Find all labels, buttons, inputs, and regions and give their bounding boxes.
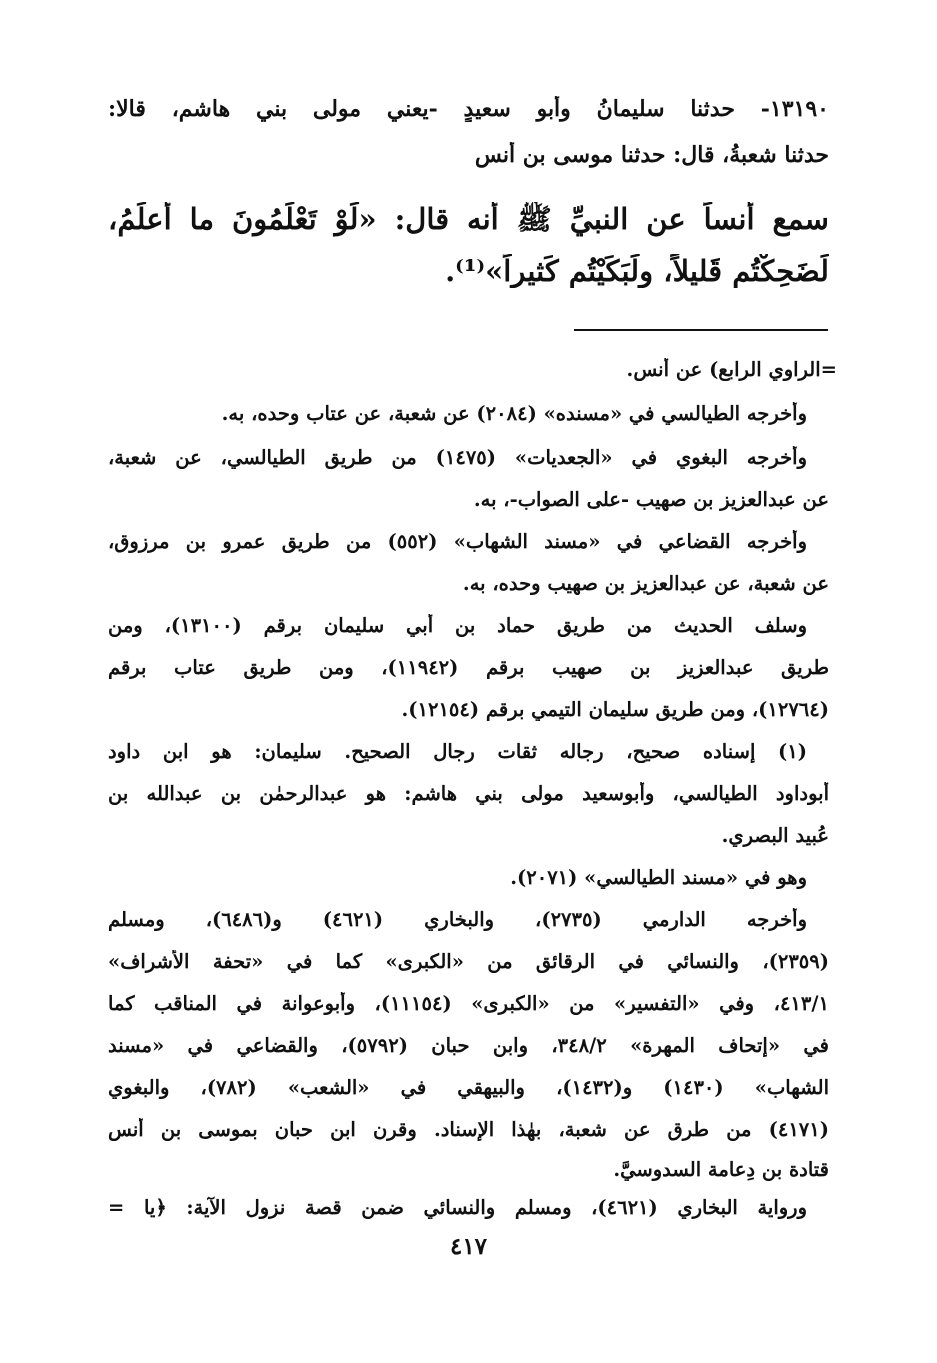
footnote-line: (١) إسناده صحيح، رجاله ثقات رجال الصحيح. سليمان: هو ابن داود <box>108 740 807 763</box>
footnote-line: (٢٣٥٩)، والنسائي في الرقائق من «الكبرى» كما في «تحفة الأشراف» <box>108 950 829 973</box>
footnote-line: ورواية البخاري (٤٦٢١)، ومسلم والنسائي ضمن قصة نزول الآية: ﴿يا = <box>108 1196 807 1219</box>
footnote-line: وهو في «مسند الطيالسي» (٢٠٧١). <box>510 866 807 889</box>
footnote-line: وأخرجه الدارمي (٢٧٣٥)، والبخاري (٤٦٢١) و(٦٤٨٦)، ومسلم <box>108 908 807 931</box>
footnote-line: ٤١٣/١، وفي «التفسير» من «الكبرى» (١١١٥٤)، وأبوعوانة في المناقب كما <box>108 992 829 1015</box>
footnote-line: وأخرجه القضاعي في «مسند الشهاب» (٥٥٢) من طريق عمرو بن مرزوق، <box>108 530 807 553</box>
page-number: ٤١٧ <box>449 1233 488 1260</box>
footnote-line: (٤١٧١) من طرق عن شعبة، بهٰذا الإسناد. وقرن ابن حبان بموسى بن أنس <box>108 1118 829 1141</box>
footnote-line: وأخرجه البغوي في «الجعديات» (١٤٧٥) من طريق الطيالسي، عن شعبة، <box>108 446 807 469</box>
footnote-line: الشهاب» (١٤٣٠) و(١٤٣٢)، والبيهقي في «الشعب» (٧٨٢)، والبغوي <box>108 1076 829 1099</box>
footnote-separator <box>574 329 828 331</box>
footnote-line: في «إتحاف المهرة» ٣٤٨/٢، وابن حبان (٥٧٩٢)، والقضاعي في «مسند <box>108 1034 829 1057</box>
footnote-line: عن شعبة، عن عبدالعزيز بن صهيب وحده، به. <box>462 572 829 595</box>
footnote-line: وأخرجه الطيالسي في «مسنده» (٢٠٨٤) عن شعبة، عن عتاب وحده، به. <box>221 402 807 425</box>
footnote-line: عن عبدالعزيز بن صهيب -على الصواب-، به. <box>473 488 829 511</box>
footnote-line: =الراوي الرابع) عن أنس. <box>626 358 837 381</box>
hadith-header-line-1: ١٣١٩٠- حدثنا سليمانُ وأبو سعيدٍ -يعني مولى بني هاشم، قالا: <box>108 96 829 122</box>
hadith-matn-line-1: سمع أنساً عن النبيِّ ﷺ أنه قال: «لَوْ تَعْلَمُونَ ما أَعلَمُ، <box>108 202 829 236</box>
footnote-line: وسلف الحديث من طريق حماد بن أبي سليمان برقم (١٣١٠٠)، ومن <box>108 614 807 637</box>
footnote-line: قتادة بن دِعامة السدوسيَّ. <box>613 1158 829 1181</box>
hadith-header-line-2: حدثنا شعبةُ، قال: حدثنا موسى بن أنس <box>474 142 829 168</box>
footnote-line: طريق عبدالعزيز بن صهيب برقم (١١٩٤٢)، ومن طريق عتاب برقم <box>108 656 829 679</box>
footnote-line: عُبيد البصري. <box>721 824 829 847</box>
hadith-matn-line-2: لَضَحِكْتُم قَليلاً، ولَبَكَيْتُم كَثيراً»⁽¹⁾. <box>445 254 829 288</box>
footnote-line: (١٢٧٦٤)، ومن طريق سليمان التيمي برقم (١٢١٥٤). <box>401 698 829 721</box>
footnote-line: أبوداود الطيالسي، وأبوسعيد مولى بني هاشم: هو عبدالرحمٰن بن عبدالله بن <box>108 782 829 805</box>
